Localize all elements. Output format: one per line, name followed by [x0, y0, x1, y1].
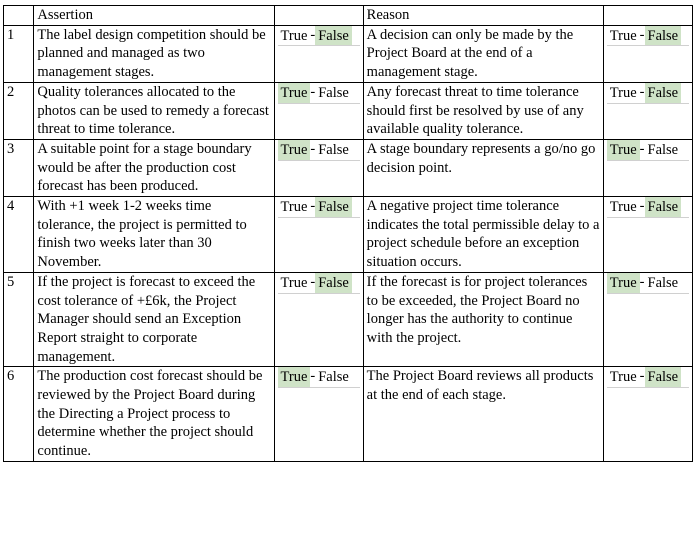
reason-true-false	[603, 25, 692, 82]
assertion-false-option[interactable]: False	[315, 26, 352, 46]
row-number: 1	[4, 25, 34, 82]
reason-text: If the forecast is for project tolerances to be exceeded, the Project Board no longer has the authority to continue with the project.	[363, 272, 603, 367]
table-row	[4, 367, 693, 462]
header-assertion: Assertion	[34, 6, 274, 26]
assertion-true-option[interactable]: True	[280, 199, 308, 216]
header-reason: Reason	[363, 6, 603, 26]
assertion-true-false	[274, 139, 363, 196]
option-separator: -	[310, 198, 316, 215]
assertion-false-option[interactable]: False	[318, 369, 349, 386]
row-number: 5	[4, 272, 34, 367]
assertion-true-false	[274, 25, 363, 82]
assertion-true-false	[274, 197, 363, 273]
reason-text: The Project Board reviews all products at the end of each stage.	[363, 367, 603, 462]
assertion-text: Quality tolerances allocated to the photos can be used to remedy a forecast threat to time tolerance.	[34, 82, 274, 139]
option-separator: -	[310, 83, 316, 100]
assertion-false-option[interactable]: False	[315, 197, 352, 217]
option-separator: -	[639, 198, 645, 215]
header-assertion-answer	[274, 6, 363, 26]
reason-text: A stage boundary represents a go/no go decision point.	[363, 139, 603, 196]
assertion-false-option[interactable]: False	[315, 273, 352, 293]
reason-false-option[interactable]: False	[645, 26, 682, 46]
table-row	[4, 25, 693, 82]
reason-false-option[interactable]: False	[645, 83, 682, 103]
assertion-reason-table	[3, 5, 693, 462]
reason-false-option[interactable]: False	[647, 274, 679, 291]
assertion-text: With +1 week 1-2 weeks time tolerance, the project is permitted to finish two weeks later than 30 November.	[34, 197, 274, 273]
option-separator: -	[639, 26, 645, 43]
option-separator: -	[310, 368, 316, 385]
assertion-true-option[interactable]: True	[278, 140, 311, 160]
assertion-text: A suitable point for a stage boundary would be after the production cost forecast has been produced.	[34, 139, 274, 196]
option-separator: -	[639, 140, 645, 157]
reason-false-option[interactable]: False	[645, 367, 682, 387]
assertion-false-option[interactable]: False	[318, 84, 349, 101]
reason-true-option[interactable]: True	[607, 273, 640, 293]
table-row	[4, 272, 693, 367]
row-number: 4	[4, 197, 34, 273]
reason-text: Any forecast threat to time tolerance should first be resolved by use of any available quality tolerance.	[363, 82, 603, 139]
reason-text: A negative project time tolerance indicates the total permissible delay to a project schedule before an exception situation occurs.	[363, 197, 603, 273]
option-separator: -	[639, 273, 645, 290]
assertion-true-option[interactable]: True	[278, 83, 311, 103]
reason-text: A decision can only be made by the Project Board at the end of a management stage.	[363, 25, 603, 82]
assertion-true-false	[274, 82, 363, 139]
option-separator: -	[639, 83, 645, 100]
row-number: 3	[4, 139, 34, 196]
reason-false-option[interactable]: False	[645, 197, 682, 217]
option-separator: -	[310, 140, 316, 157]
reason-true-option[interactable]: True	[609, 369, 637, 386]
reason-true-false	[603, 82, 692, 139]
row-number: 2	[4, 82, 34, 139]
option-separator: -	[639, 368, 645, 385]
assertion-text: The production cost forecast should be reviewed by the Project Board during the Directing a Project process to determine whether the project should continue.	[34, 367, 274, 462]
assertion-false-option[interactable]: False	[318, 141, 349, 158]
assertion-true-option[interactable]: True	[280, 27, 308, 44]
table-row	[4, 197, 693, 273]
reason-false-option[interactable]: False	[647, 141, 679, 158]
assertion-text: The label design competition should be planned and managed as two management stages.	[34, 25, 274, 82]
header-row	[4, 6, 693, 26]
row-number: 6	[4, 367, 34, 462]
reason-true-option[interactable]: True	[609, 199, 637, 216]
option-separator: -	[310, 273, 316, 290]
reason-true-false	[603, 139, 692, 196]
reason-true-false	[603, 367, 692, 462]
assertion-true-option[interactable]: True	[280, 274, 308, 291]
header-reason-answer	[603, 6, 692, 26]
header-num	[4, 6, 34, 26]
reason-true-option[interactable]: True	[609, 27, 637, 44]
reason-true-option[interactable]: True	[609, 84, 637, 101]
assertion-text: If the project is forecast to exceed the cost tolerance of +£6k, the Project Manager should send an Exception Report straight to corporate management.	[34, 272, 274, 367]
table-row	[4, 139, 693, 196]
assertion-true-false	[274, 367, 363, 462]
reason-true-false	[603, 272, 692, 367]
reason-true-false	[603, 197, 692, 273]
assertion-true-option[interactable]: True	[278, 367, 311, 387]
assertion-true-false	[274, 272, 363, 367]
option-separator: -	[310, 26, 316, 43]
table-row	[4, 82, 693, 139]
reason-true-option[interactable]: True	[607, 140, 640, 160]
